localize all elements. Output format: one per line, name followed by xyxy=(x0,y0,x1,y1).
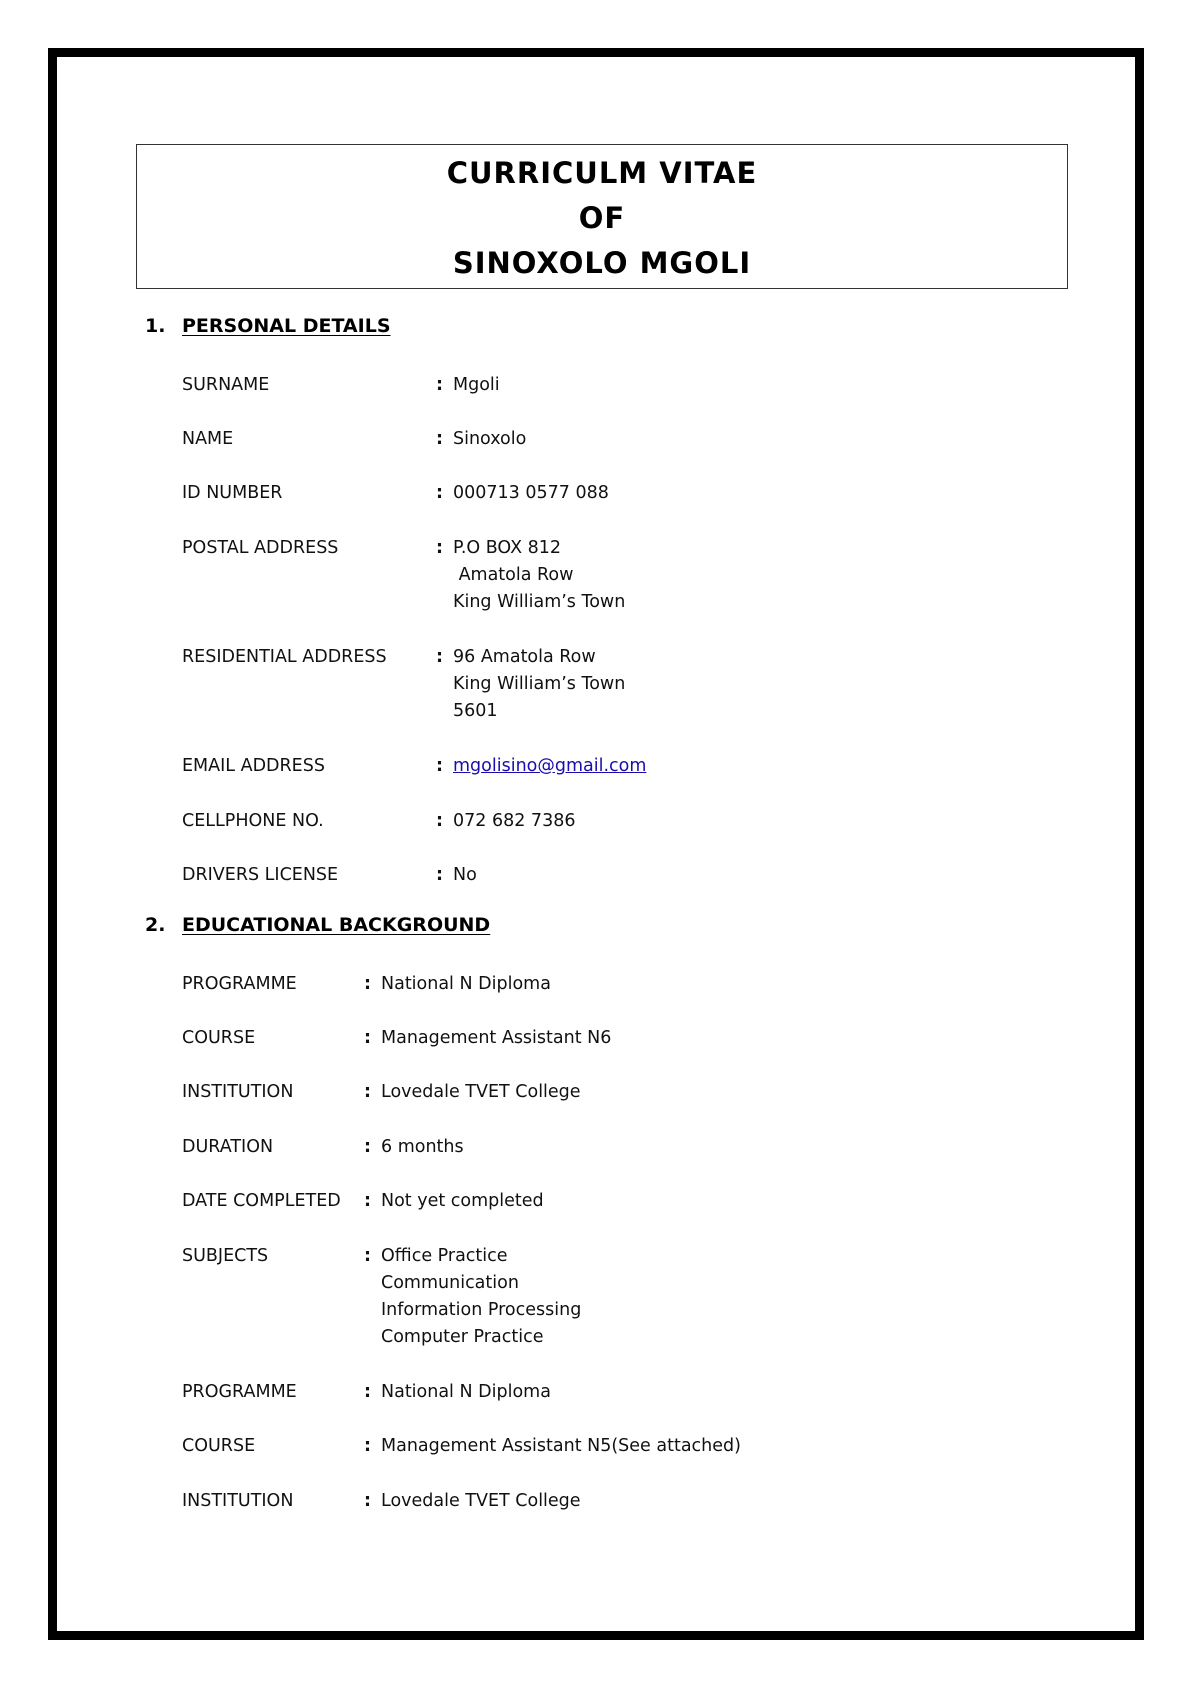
section-number: 2. xyxy=(145,914,166,936)
address-line: Amatola Row xyxy=(453,565,574,585)
field-value: No xyxy=(453,865,477,885)
address-line: King William’s Town xyxy=(453,592,626,612)
field-label: CELLPHONE NO. xyxy=(182,811,324,831)
field-value xyxy=(453,644,625,725)
field-value: 6 months xyxy=(381,1137,464,1157)
address-line: 5601 xyxy=(453,701,498,721)
field-label: EMAIL ADDRESS xyxy=(182,756,325,776)
field-colon: : xyxy=(364,1491,371,1511)
address-line: 96 Amatola Row xyxy=(453,647,596,667)
subject-item: Office Practice xyxy=(381,1246,508,1266)
field-label: INSTITUTION xyxy=(182,1082,294,1102)
field-label: INSTITUTION xyxy=(182,1491,294,1511)
field-value: National N Diploma xyxy=(381,1382,551,1402)
field-label: PROGRAMME xyxy=(182,974,297,994)
section-heading-education xyxy=(145,914,490,936)
field-value: Mgoli xyxy=(453,375,500,395)
field-colon: : xyxy=(364,974,371,994)
field-label: NAME xyxy=(182,429,234,449)
subject-item: Information Processing xyxy=(381,1300,582,1320)
field-label: DURATION xyxy=(182,1137,274,1157)
field-colon: : xyxy=(436,756,443,776)
section-title: PERSONAL DETAILS xyxy=(182,315,391,337)
section-number: 1. xyxy=(145,315,166,337)
title-line-3: SINOXOLO MGOLI xyxy=(452,246,752,280)
field-colon: : xyxy=(364,1082,371,1102)
field-value: National N Diploma xyxy=(381,974,551,994)
field-value xyxy=(453,535,625,616)
field-label: DRIVERS LICENSE xyxy=(182,865,339,885)
field-colon: : xyxy=(436,429,443,449)
subject-item: Communication xyxy=(381,1273,519,1293)
field-colon: : xyxy=(364,1028,371,1048)
address-line: King William’s Town xyxy=(453,674,626,694)
field-colon: : xyxy=(436,538,443,558)
field-colon: : xyxy=(436,811,443,831)
section-title: EDUCATIONAL BACKGROUND xyxy=(182,914,491,936)
title-box xyxy=(136,144,1068,289)
field-colon: : xyxy=(436,483,443,503)
field-label: DATE COMPLETED xyxy=(182,1191,341,1211)
field-colon: : xyxy=(364,1191,371,1211)
field-value: Management Assistant N6 xyxy=(381,1028,612,1048)
field-label: ID NUMBER xyxy=(182,483,283,503)
title-line-2: OF xyxy=(578,201,626,235)
field-label: COURSE xyxy=(182,1028,256,1048)
field-value: Lovedale TVET College xyxy=(381,1491,581,1511)
field-colon: : xyxy=(364,1137,371,1157)
field-value: Lovedale TVET College xyxy=(381,1082,581,1102)
field-colon: : xyxy=(436,375,443,395)
field-label: POSTAL ADDRESS xyxy=(182,538,339,558)
field-colon: : xyxy=(364,1436,371,1456)
field-value: 000713 0577 088 xyxy=(453,483,609,503)
field-value xyxy=(381,1243,581,1351)
field-label: SUBJECTS xyxy=(182,1246,269,1266)
field-label: COURSE xyxy=(182,1436,256,1456)
field-label: SURNAME xyxy=(182,375,270,395)
subject-item: Computer Practice xyxy=(381,1327,544,1347)
field-value: Not yet completed xyxy=(381,1191,544,1211)
field-value: Management Assistant N5(See attached) xyxy=(381,1436,741,1456)
email-link[interactable]: mgolisino@gmail.com xyxy=(453,756,647,776)
field-colon: : xyxy=(364,1382,371,1402)
field-label: RESIDENTIAL ADDRESS xyxy=(182,647,387,667)
field-value: 072 682 7386 xyxy=(453,811,576,831)
field-colon: : xyxy=(436,647,443,667)
field-value: Sinoxolo xyxy=(453,429,527,449)
field-colon: : xyxy=(436,865,443,885)
field-label: PROGRAMME xyxy=(182,1382,297,1402)
address-line: P.O BOX 812 xyxy=(453,538,562,558)
title-line-1: CURRICULM VITAE xyxy=(446,156,758,190)
section-heading-personal xyxy=(145,315,391,337)
field-colon: : xyxy=(364,1246,371,1266)
